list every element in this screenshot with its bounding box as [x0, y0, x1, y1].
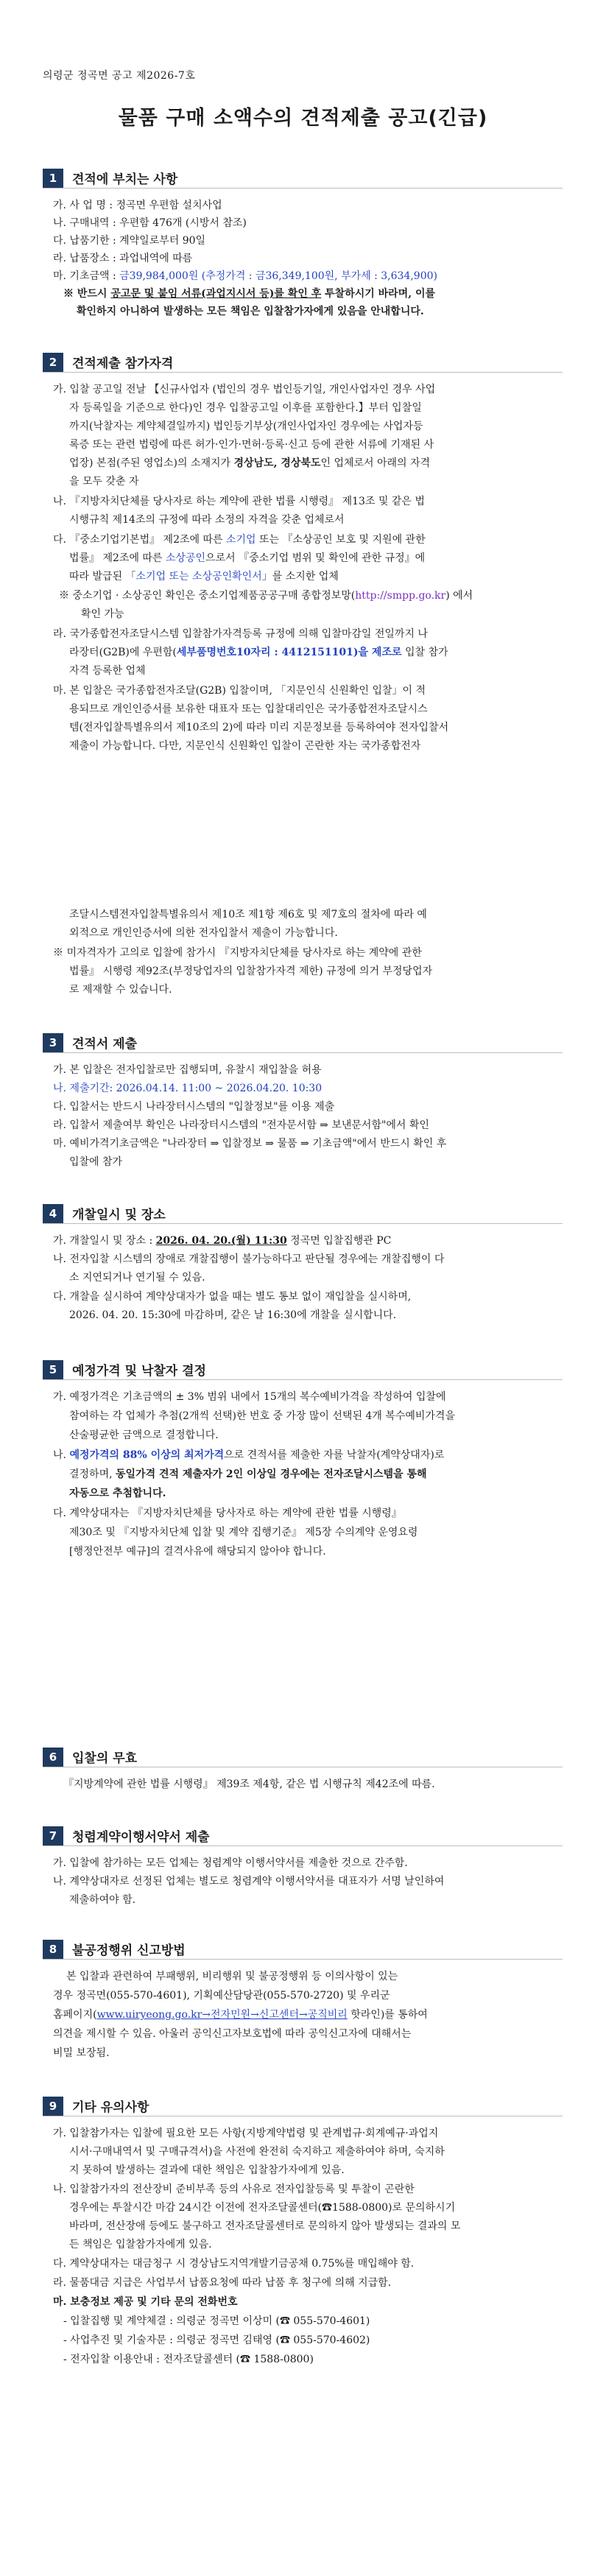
s2-ma-4: 제출이 가능합니다. 다만, 지문인식 신원확인 입찰이 곤란한 자는 국가종합전자: [69, 740, 421, 752]
s2-da-2: [69, 552, 425, 565]
section-number-badge: 7: [43, 1826, 63, 1845]
s8-line-2: 경우 정곡면(055-570-4601), 기획예산담당관(055-570-2720) 및 우리군: [53, 1990, 390, 2002]
s2-ga-5c: 인 업체로서 아래의 자격: [320, 457, 431, 469]
s7-line-2: 나. 계약상대자로 선정된 업체는 별도로 청렴계약 이행서약서를 대표자가 서명 날인하여: [53, 1876, 445, 1887]
s2-da-2a: 법률』 제2조에 따른: [69, 552, 166, 564]
section-title: 불공정행위 신고방법: [72, 1943, 186, 1958]
s1-line-1: 가. 사 업 명 : 정곡면 우편함 설치사업: [53, 200, 222, 211]
section-title: 기타 유의사항: [72, 2100, 149, 2115]
s2-ra-3: 자격 등록한 업체: [69, 665, 146, 677]
s2-ga-6: 을 모두 갖춘 자: [69, 476, 139, 488]
s1-line-3: 다. 납품기한 : 계약일로부터 90일: [53, 235, 206, 247]
s2-cont-1: 조달시스템전자입찰특별유의서 제10조 제1항 제6호 및 제7호의 절차에 따라 예: [69, 909, 427, 921]
section-header-7: [43, 1826, 563, 1846]
s9-line-8: 다. 계약상대자는 대금청구 시 경상남도지역개발기금공채 0.75%를 매입해야 함.: [53, 2258, 415, 2270]
s2-na-1: 나. 『지방자치단체를 당사자로 하는 계약에 관한 법률 시행령』 제13조 및 같은 법: [53, 496, 425, 507]
s8-line-1: 본 입찰과 관련하여 부패행위, 비리행위 및 불공정행위 등 이의사항이 있는: [66, 1971, 398, 1982]
s2-ra-2: [69, 646, 448, 659]
s9-line-3: 지 못하여 발생하는 결과에 대한 책임은 입찰참가자에게 있음.: [69, 2164, 345, 2176]
s9-line-4: 나. 입찰참가자의 전산장비 준비부족 등의 사유로 전자입찰등록 및 투찰이 곤란한: [53, 2183, 415, 2195]
section-header-1: [43, 168, 563, 189]
s3-line-5: 마. 예비가격기초금액은 "나라장터 ⇒ 입찰정보 ⇒ 물품 ⇒ 기초금액"에서 반드시 확인 후: [53, 1138, 447, 1150]
section-title: 입찰의 무효: [72, 1751, 138, 1766]
smpp-link[interactable]: http://smpp.go.kr: [355, 590, 446, 602]
section-number-badge: 5: [43, 1360, 63, 1379]
s2-ma-1: 마. 본 입찰은 국가종합전자조달(G2B) 입찰이며, 「지문인식 신원확인 입찰」이 적: [53, 685, 426, 697]
s2-da-1c: 또는 『소상공인 보호 및 지원에 관한: [256, 534, 426, 546]
s2-note-3: 로 제재할 수 있습니다.: [69, 984, 172, 996]
s8-line-3c: 핫라인)를 통하여: [347, 2009, 428, 2021]
certificate-term: 소기업 또는 소상공인확인서: [135, 571, 262, 583]
s2-da-note-2: 확인 가능: [81, 608, 124, 620]
s3-line-6: 입찰에 참가: [69, 1156, 123, 1168]
submission-period: 나. 제출기간: 2026.04.14. 11:00 ~ 2026.04.20. 10:30: [53, 1083, 323, 1094]
s5-line-2: 참여하는 각 업체가 추첨(2개씩 선택)한 번호 중 가장 많이 선택된 4개 복수예비가격을: [69, 1410, 455, 1422]
section-header-4: [43, 1203, 563, 1224]
s2-ra-1: 라. 국가종합전자조달시스템 입찰참가자격등록 규정에 의해 입찰마감일 전일까지 나: [53, 628, 428, 640]
section-number-badge: 9: [43, 2097, 63, 2116]
s2-ma-2: 용되므로 개인인증서를 보유한 대표자 또는 입찰대리인은 국가종합전자조달시스: [69, 703, 428, 715]
section-header-8: [43, 1939, 563, 1960]
s1-note-1: [63, 287, 435, 300]
s2-ma-3: 템(전자입찰특별유의서 제10조의 2)에 따라 미리 지문정보를 등록하여야 전자입찰서: [69, 722, 449, 733]
min-price-rule: 예정가격의 88% 이상의 최저가격: [69, 1449, 225, 1461]
s5-line-4: [53, 1449, 444, 1462]
s2-cont-2: 외적으로 개인인증서에 의한 전자입찰서 제출이 가능합니다.: [69, 927, 338, 939]
product-code: 세부품명번호10자리 : 4412151101)을 제조로: [176, 647, 402, 658]
s5-line-7: 다. 계약상대자는 『지방자치단체를 당사자로 하는 계약에 관한 법률 시행령』: [53, 1507, 402, 1519]
s9-line-7: 든 책임은 입찰참가자에게 있음.: [69, 2239, 212, 2251]
s2-ga-3: 까지(낙찰자는 계약체결일까지) 법인등기부상(개인사업자인 경우에는 사업자등: [69, 420, 423, 432]
s9-line-1: 가. 입찰참가자는 입찰에 필요한 모든 사항(지방계약법령 및 관계법규·회계예규·과업지: [53, 2128, 439, 2139]
s9-line-5: 경우에는 투찰시간 마감 24시간 이전에 전자조달콜센터(☎1588-0800)로 문의하시기: [69, 2202, 456, 2214]
notice-number: 의령군 정곡면 공고 제2026-7호: [43, 70, 196, 82]
s2-da-3c: 」를 소지한 업체: [261, 571, 339, 583]
s2-ga-5a: 업장) 본점(주된 영업소)의 소재지가: [69, 457, 234, 469]
s9-contact-1: - 입찰집행 및 계약체결 : 의령군 정곡면 이상미 (☎ 055-570-4601): [63, 2315, 370, 2327]
small-merchant-term: 소상공인: [165, 552, 206, 564]
s6-line-1: 『지방계약에 관한 법률 시행령』 제39조 제4항, 같은 법 시행규칙 제42조에 따름.: [63, 1778, 435, 1790]
opening-datetime: 2026. 04. 20.(월) 11:30: [155, 1235, 287, 1247]
s2-ga-1: 가. 입찰 공고일 전날 【신규사업자 (법인의 경우 법인등기일, 개인사업자인 경우 사업: [53, 384, 436, 395]
section-number-badge: 2: [43, 353, 63, 372]
s9-line-10: 마. 보충정보 제공 및 기타 문의 전화번호: [53, 2296, 238, 2308]
s7-line-3: 제출하여야 함.: [69, 1894, 136, 1906]
region-requirement: 경상남도, 경상북도: [233, 457, 321, 469]
s5-line-4c: 으로 견적서를 제출한 자를 낙찰자(계약상대자)로: [224, 1449, 445, 1461]
s2-da-2c: 으로서 『중소기업 범위 및 확인에 관한 규정』에: [205, 552, 426, 564]
section-number-badge: 4: [43, 1204, 63, 1223]
s2-da-note-1c: ) 에서: [445, 590, 473, 602]
s5-line-8: 제30조 및 『지방자치단체 입찰 및 계약 집행기준』 제5장 수의계약 운영요령: [69, 1527, 418, 1538]
s5-line-6: 자동으로 추첨합니다.: [69, 1488, 166, 1499]
s4-line-1a: 가. 개찰일시 및 장소 :: [53, 1235, 156, 1247]
s5-line-3: 산술평균한 금액으로 결정합니다.: [69, 1429, 219, 1441]
section-header-9: [43, 2096, 563, 2116]
section-title: 청렴계약이행서약서 제출: [72, 1830, 210, 1845]
section-header-5: [43, 1359, 563, 1380]
page-title: 물품 구매 소액수의 견적제출 공고(긴급): [118, 107, 488, 130]
s9-contact-3: - 전자입찰 이용안내 : 전자조달콜센터 (☎ 1588-0800): [63, 2354, 314, 2365]
s3-line-3: 다. 입찰서는 반드시 나라장터시스템의 "입찰정보"를 이용 제출: [53, 1101, 335, 1113]
s5-line-4a: 나.: [53, 1449, 70, 1461]
s1-note-1b: 공고문 및 붙임 서류(과업지시서 등)를 확인 후: [110, 288, 322, 300]
s1-line-4: 라. 납품장소 : 과업내역에 따름: [53, 253, 193, 264]
section-title: 예정가격 및 낙찰자 결정: [72, 1364, 206, 1379]
section-header-6: [43, 1747, 563, 1767]
s2-ga-4: 록증 또는 관련 법령에 따른 허가·인가·면허·등록·신고 등에 관한 서류에 기재된 사: [69, 439, 434, 451]
s2-ga-2: 자 등록일을 기준으로 한다)인 경우 입찰공고일 이후를 포함한다.】부터 입찰일: [69, 402, 422, 414]
s5-line-5: [69, 1468, 427, 1481]
s1-note-2: 확인하지 아니하여 발생하는 모든 책임은 입찰참가자에게 있음을 안내합니다.: [77, 306, 424, 317]
s7-line-1: 가. 입찰에 참가하는 모든 업체는 청렴계약 이행서약서를 제출한 것으로 간주함.: [53, 1857, 408, 1869]
s2-note-2: 법률』 시행령 제92조(부정당업자의 입찰참가자격 제한) 규정에 의거 부정당업자: [69, 965, 433, 977]
s3-line-4: 라. 입찰서 제출여부 확인은 나라장터시스템의 "전자문서함 ⇒ 보낸문서함"에서 확인: [53, 1119, 429, 1131]
s4-line-5: 2026. 04. 20. 15:30에 마감하며, 같은 날 16:30에 개찰을 실시합니다.: [69, 1309, 397, 1321]
s2-ga-5: [69, 457, 430, 470]
s8-line-4: 의견을 제시할 수 있음. 아울러 공익신고자보호법에 따라 공익신고자에 대해서는: [53, 2028, 412, 2040]
s2-da-1: [53, 533, 426, 546]
s2-na-2: 시행규칙 제14조의 규정에 따라 소정의 자격을 갖춘 업체로서: [69, 514, 345, 526]
section-header-3: [43, 1032, 563, 1053]
s4-line-2: 나. 전자입찰 시스템의 장애로 개찰집행이 불가능하다고 판단될 경우에는 개찰집행이 다: [53, 1253, 445, 1265]
s8-line-3a: 홈페이지(: [53, 2009, 97, 2021]
s2-da-note-1a: ※ 중소기업 · 소상공인 확인은 중소기업제품공공구매 종합정보망(: [59, 590, 356, 602]
s1-line-2: 나. 구매내역 : 우편함 476개 (시방서 참조): [53, 217, 247, 229]
s2-da-note-1: [59, 589, 473, 602]
s2-note-1: ※ 미자격자가 고의로 입찰에 참가시 『지방자치단체를 당사자로 하는 계약에 관한: [53, 947, 422, 959]
s2-da-3a: 따라 발급된 「: [69, 571, 136, 583]
s4-line-1c: 정곡면 입찰집행관 PC: [286, 1235, 392, 1247]
s2-ra-2c: 입찰 참가: [401, 647, 448, 658]
s9-contact-2: - 사업추진 및 기술자문 : 의령군 정곡면 김태영 (☎ 055-570-4602): [63, 2334, 370, 2346]
section-number-badge: 3: [43, 1033, 63, 1052]
section-number-badge: 8: [43, 1940, 63, 1959]
section-title: 견적서 제출: [72, 1037, 138, 1052]
s5-line-5a: 결정하며,: [69, 1468, 116, 1480]
s1-line-5-label: 마. 기초금액 :: [53, 270, 120, 282]
s8-line-5: 비밀 보장됨.: [53, 2047, 110, 2059]
s5-line-9: [행정안전부 예규]의 결격사유에 해당되지 않아야 합니다.: [69, 1546, 326, 1558]
section-title: 견적제출 참가자격: [72, 356, 174, 371]
tie-rule: 동일가격 견적 제출자가 2인 이상일 경우에는 전자조달시스템을 통해: [116, 1468, 427, 1480]
s9-line-6: 바라며, 전산장애 등에도 불구하고 전자조달콜센터로 문의하지 않아 발생되는 결과의 모: [69, 2220, 461, 2232]
s3-line-1: 가. 본 입찰은 전자입찰로만 집행되며, 유찰시 재입찰을 허용: [53, 1064, 322, 1076]
s1-note-1a: ※ 반드시: [63, 288, 111, 300]
s9-line-9: 라. 물품대금 지급은 사업부서 납품요청에 따라 납품 후 청구에 의해 지급함.: [53, 2277, 392, 2289]
section-title: 개찰일시 및 장소: [72, 1208, 166, 1222]
small-business-term: 소기업: [225, 534, 256, 546]
section-number-badge: 1: [43, 169, 63, 188]
base-amount: 금39,984,000원 (추정가격 : 금36,349,100원, 부가세 : 3,634,900): [119, 270, 437, 282]
section-number-badge: 6: [43, 1748, 63, 1767]
s2-da-3: [69, 570, 339, 583]
s1-line-5: [53, 270, 437, 283]
section-title: 견적에 부치는 사항: [72, 172, 178, 187]
s8-line-3: [53, 2008, 428, 2021]
homepage-link[interactable]: www.uiryeong.go.kr→전자민원→신고센터→공직비리: [96, 2009, 348, 2021]
s4-line-4: 다. 개찰을 실시하여 계약상대자가 없을 때는 별도 통보 없이 재입찰을 실시하며,: [53, 1291, 412, 1303]
s2-ra-2a: 라장터(G2B)에 우편함(: [69, 647, 177, 658]
s9-line-2: 시서·구매내역서 및 구매규격서)을 사전에 완전히 숙지하고 제출하여야 하며, 숙지하: [69, 2146, 445, 2158]
s4-line-3: 소 지연되거나 연기될 수 있음.: [69, 1272, 205, 1284]
s4-line-1: [53, 1234, 391, 1247]
s5-line-1: 가. 예정가격은 기초금액의 ± 3% 범위 내에서 15개의 복수예비가격을 작성하여 입찰에: [53, 1391, 446, 1403]
section-header-2: [43, 352, 563, 373]
s2-da-1a: 다. 『중소기업기본법』 제2조에 따른: [53, 534, 226, 546]
s1-note-1c: 투찰하시기 바라며, 이를: [321, 288, 436, 300]
